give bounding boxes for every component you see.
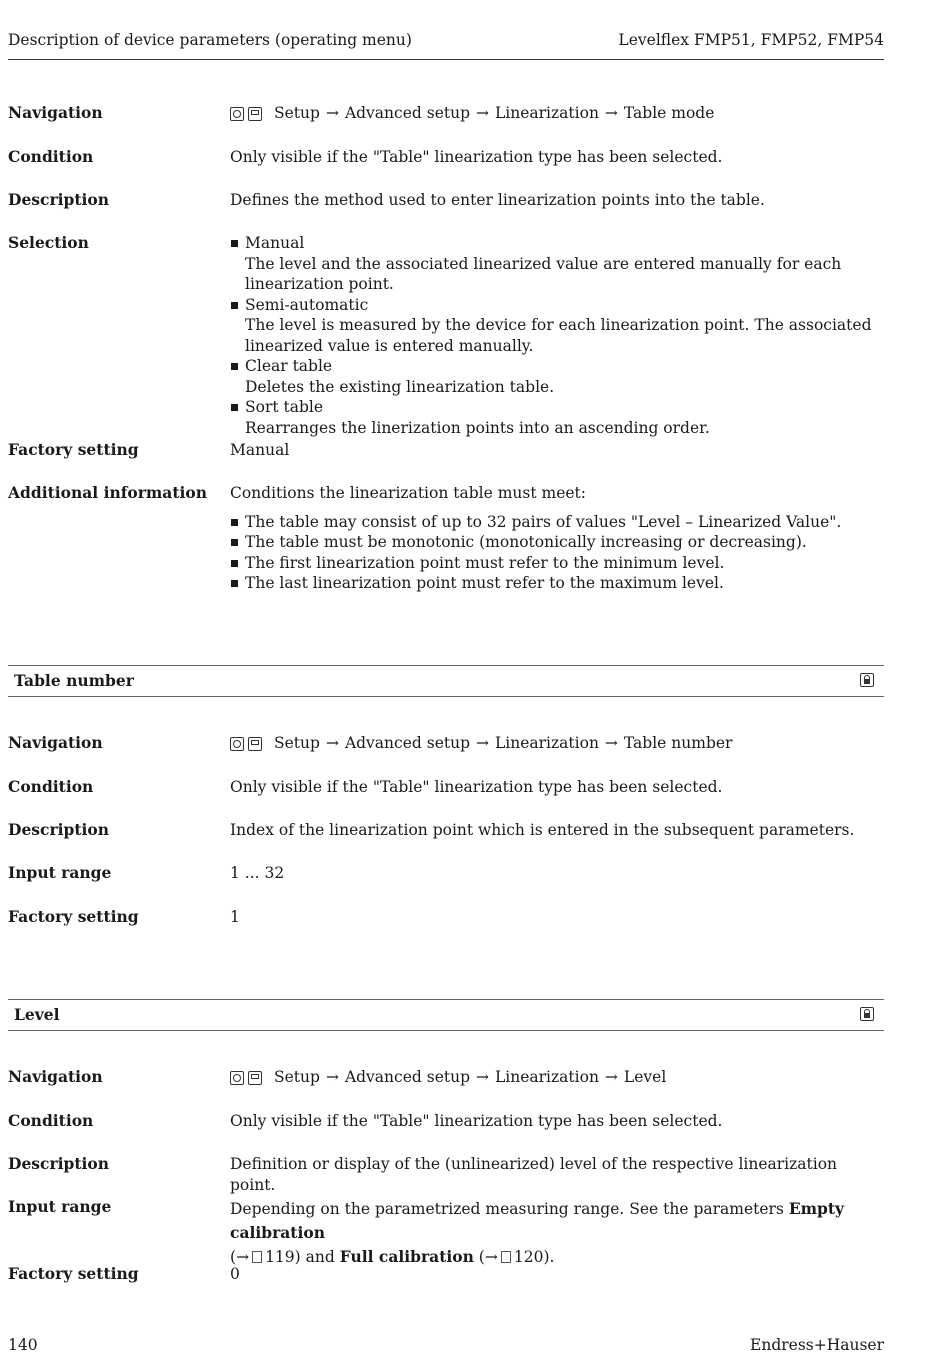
option-title: Sort table xyxy=(245,398,324,416)
header-product-name: Levelflex FMP51, FMP52, FMP54 xyxy=(618,31,884,49)
factory-setting-label: Factory setting xyxy=(8,907,139,926)
operating-tool-icon xyxy=(230,107,244,121)
path-setup: Setup xyxy=(274,1068,320,1086)
navigation-path xyxy=(230,103,884,124)
section-title: Level xyxy=(14,1005,60,1024)
page-icon xyxy=(501,1251,511,1263)
path-linearization: Linearization xyxy=(495,104,599,122)
input-range-text: Depending on the parametrized measuring range. See the parameters Empty calibration (→ 119) and Full calibration (→ 120). xyxy=(230,1199,845,1266)
path-arrow: → xyxy=(604,1068,618,1086)
path-arrow: → xyxy=(476,734,489,752)
factory-setting-value: 0 xyxy=(230,1265,240,1283)
empty-calibration-ref[interactable]: Empty calibration xyxy=(230,1199,845,1242)
condition-label: Condition xyxy=(8,777,94,796)
page-ref[interactable]: 119 xyxy=(265,1248,295,1266)
page-ref[interactable]: 120 xyxy=(513,1248,544,1266)
header-section-title: Description of device parameters (operating menu) xyxy=(8,31,412,49)
option-description: Deletes the existing linearization table. xyxy=(245,377,555,396)
path-arrow: → xyxy=(476,1068,489,1086)
page-number: 140 xyxy=(8,1336,38,1354)
navigation-path xyxy=(230,733,884,754)
path-advanced-setup: Advanced setup xyxy=(344,734,470,752)
additional-info-content xyxy=(230,483,884,594)
section-header-level xyxy=(8,999,884,1031)
factory-setting-label: Factory setting xyxy=(8,440,139,459)
path-arrow: → xyxy=(325,1068,339,1086)
path-linearization: Linearization xyxy=(495,1068,599,1086)
navigation-label: Navigation xyxy=(8,733,103,752)
path-setup: Setup xyxy=(274,734,320,752)
section-header-table-number xyxy=(8,665,884,697)
option-description: Rearranges the linerization points into an ascending order. xyxy=(245,418,710,437)
path-setup: Setup xyxy=(274,104,320,122)
operating-tool-icon xyxy=(230,737,244,751)
brand-name: Endress+Hauser xyxy=(750,1336,884,1354)
selection-list xyxy=(230,233,884,438)
lock-icon xyxy=(860,1007,874,1021)
path-arrow: → xyxy=(604,104,618,122)
path-advanced-setup: Advanced setup xyxy=(344,104,470,122)
path-table-number: Table number xyxy=(623,734,733,752)
option-title: Manual xyxy=(245,234,305,252)
condition-label: Condition xyxy=(8,1111,94,1130)
additional-info-intro: Conditions the linearization table must meet: xyxy=(230,484,586,502)
input-range-label: Input range xyxy=(8,1197,112,1216)
input-range-value: 1 ... 32 xyxy=(230,864,285,882)
selection-option xyxy=(230,295,884,357)
operating-tool-icon xyxy=(230,1071,244,1085)
path-arrow: → xyxy=(325,734,339,752)
additional-info-label: Additional information xyxy=(8,483,208,502)
path-linearization: Linearization xyxy=(495,734,599,752)
path-arrow: → xyxy=(604,734,618,752)
condition-label: Condition xyxy=(8,147,94,166)
description-text: Definition or display of the (unlinearized) level of the respective linearization point. xyxy=(230,1155,838,1194)
condition-text: Only visible if the "Table" linearization type has been selected. xyxy=(230,1112,723,1130)
option-title: Semi-automatic xyxy=(245,295,369,314)
selection-option xyxy=(230,397,884,438)
option-description: The level is measured by the device for each linearization point. The associated linearized value is entered manually. xyxy=(245,316,872,355)
navigation-label: Navigation xyxy=(8,103,103,122)
condition-text: Only visible if the "Table" linearization type has been selected. xyxy=(230,148,723,166)
input-range-label: Input range xyxy=(8,863,112,882)
navigation-path xyxy=(230,1067,884,1088)
factory-setting-value: Manual xyxy=(230,441,290,459)
condition-item: The first linearization point must refer to the minimum level. xyxy=(230,553,884,574)
path-arrow: → xyxy=(476,104,489,122)
display-icon xyxy=(248,1071,262,1085)
selection-label: Selection xyxy=(8,233,89,252)
page-icon xyxy=(252,1251,262,1263)
condition-item: The table must be monotonic (monotonically increasing or decreasing). xyxy=(230,532,884,553)
condition-text: Only visible if the "Table" linearization type has been selected. xyxy=(230,778,723,796)
navigation-label: Navigation xyxy=(8,1067,103,1086)
selection-option xyxy=(230,233,884,295)
condition-item: The table may consist of up to 32 pairs of values "Level – Linearized Value". xyxy=(230,512,884,533)
description-label: Description xyxy=(8,190,110,209)
selection-option xyxy=(230,356,884,397)
description-label: Description xyxy=(8,820,110,839)
lock-icon xyxy=(860,673,874,687)
option-description: The level and the associated linearized value are entered manually for each linearization point. xyxy=(245,254,842,293)
factory-setting-label: Factory setting xyxy=(8,1264,139,1283)
path-advanced-setup: Advanced setup xyxy=(344,1068,470,1086)
full-calibration-ref[interactable]: Full calibration xyxy=(339,1247,474,1266)
factory-setting-value: 1 xyxy=(230,908,240,926)
condition-item: The last linearization point must refer to the maximum level. xyxy=(230,573,884,594)
page-header xyxy=(8,31,884,60)
section-title: Table number xyxy=(14,671,134,690)
display-icon xyxy=(248,737,262,751)
path-level: Level xyxy=(623,1068,667,1086)
path-table-mode: Table mode xyxy=(623,104,715,122)
description-text: Defines the method used to enter linearization points into the table. xyxy=(230,191,765,209)
option-title: Clear table xyxy=(245,357,333,375)
description-text: Index of the linearization point which is entered in the subsequent parameters. xyxy=(230,821,855,839)
description-label: Description xyxy=(8,1154,110,1173)
display-icon xyxy=(248,107,262,121)
path-arrow: → xyxy=(325,104,339,122)
